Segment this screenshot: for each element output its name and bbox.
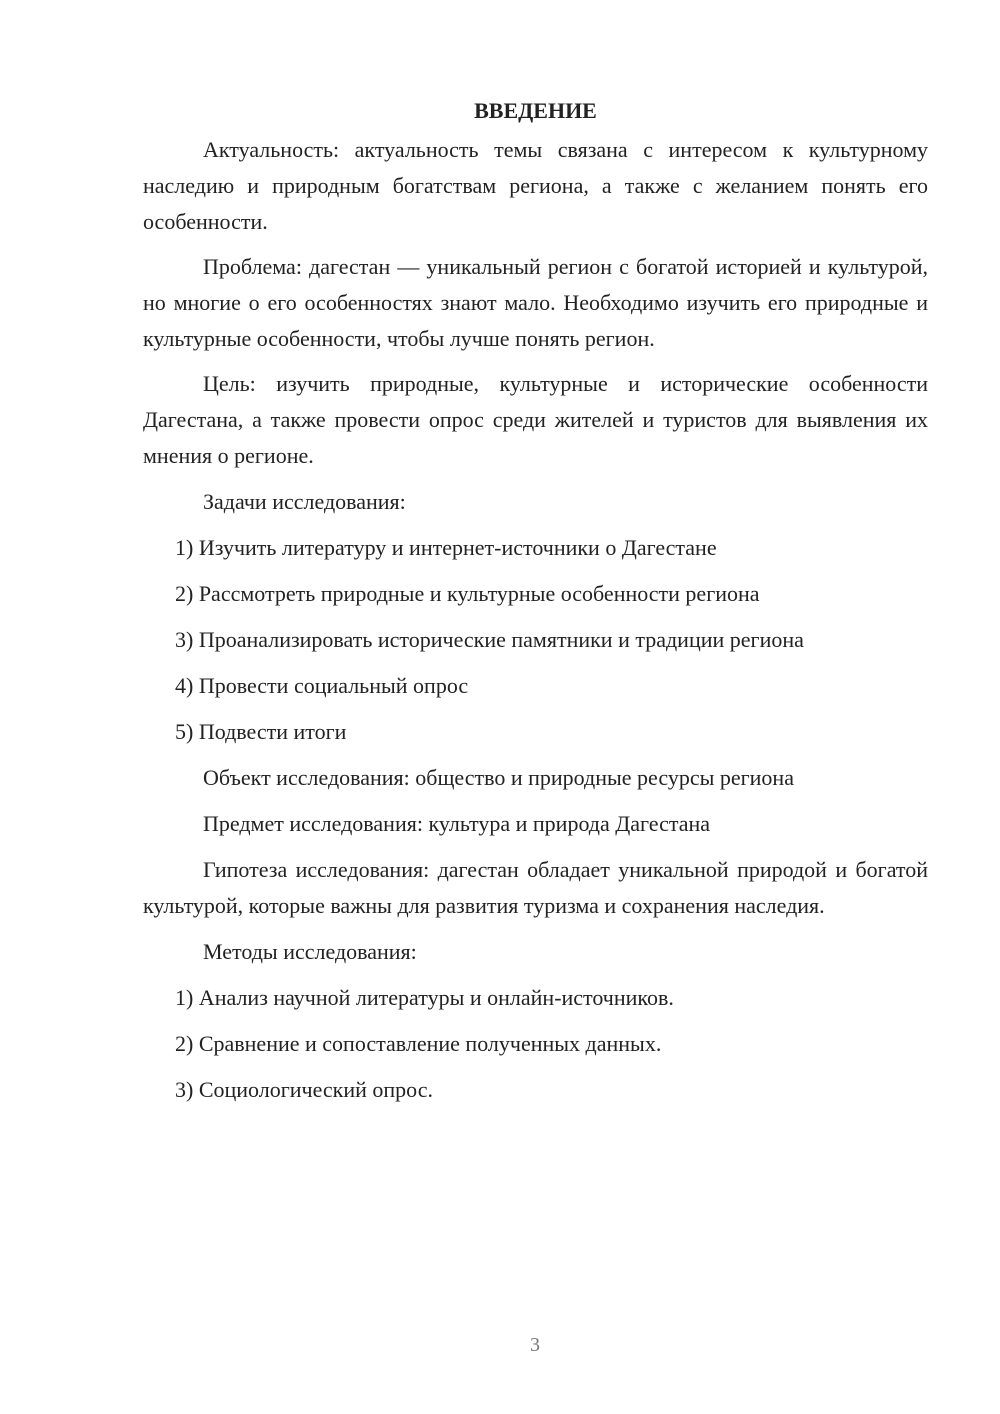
list-item: 4) Провести социальный опрос — [175, 673, 469, 698]
list-item: 3) Социологический опрос. — [175, 1077, 433, 1102]
methods-list — [143, 980, 928, 1108]
problem-paragraph: Проблема: дагестан — уникальный регион с богатой историей и культурой, но многие о его особенностях знают мало. Необходимо изучить его природные и культурные особенности, чтобы лучше понять регион. — [143, 254, 928, 351]
list-item: 2) Рассмотреть природные и культурные особенности региона — [175, 581, 760, 606]
list-item: 3) Проанализировать исторические памятники и традиции региона — [175, 627, 804, 652]
actuality-paragraph: Актуальность: актуальность темы связана с интересом к культурному наследию и природным богатствам региона, а также с желанием понять его особенности. — [143, 137, 928, 234]
object-paragraph: Объект исследования: общество и природные ресурсы региона — [203, 765, 794, 790]
page-title: ВВЕДЕНИЕ — [474, 98, 597, 123]
page-number: 3 — [530, 1334, 540, 1356]
page-content — [143, 94, 928, 1108]
subject-paragraph: Предмет исследования: культура и природа Дагестана — [203, 811, 711, 836]
tasks-heading: Задачи исследования: — [203, 489, 406, 514]
list-item: 1) Анализ научной литературы и онлайн-источников. — [175, 985, 674, 1010]
hypothesis-paragraph: Гипотеза исследования: дагестан обладает уникальной природой и богатой культурой, которые важны для развития туризма и сохранения наследия. — [143, 857, 928, 918]
list-item: 1) Изучить литературу и интернет-источники о Дагестане — [175, 535, 717, 560]
methods-heading: Методы исследования: — [203, 939, 417, 964]
list-item: 5) Подвести итоги — [175, 719, 347, 744]
tasks-list — [143, 530, 928, 750]
goal-paragraph: Цель: изучить природные, культурные и исторические особенности Дагестана, а также провести опрос среди жителей и туристов для выявления их мнения о регионе. — [143, 371, 928, 468]
list-item: 2) Сравнение и сопоставление полученных данных. — [175, 1031, 662, 1056]
